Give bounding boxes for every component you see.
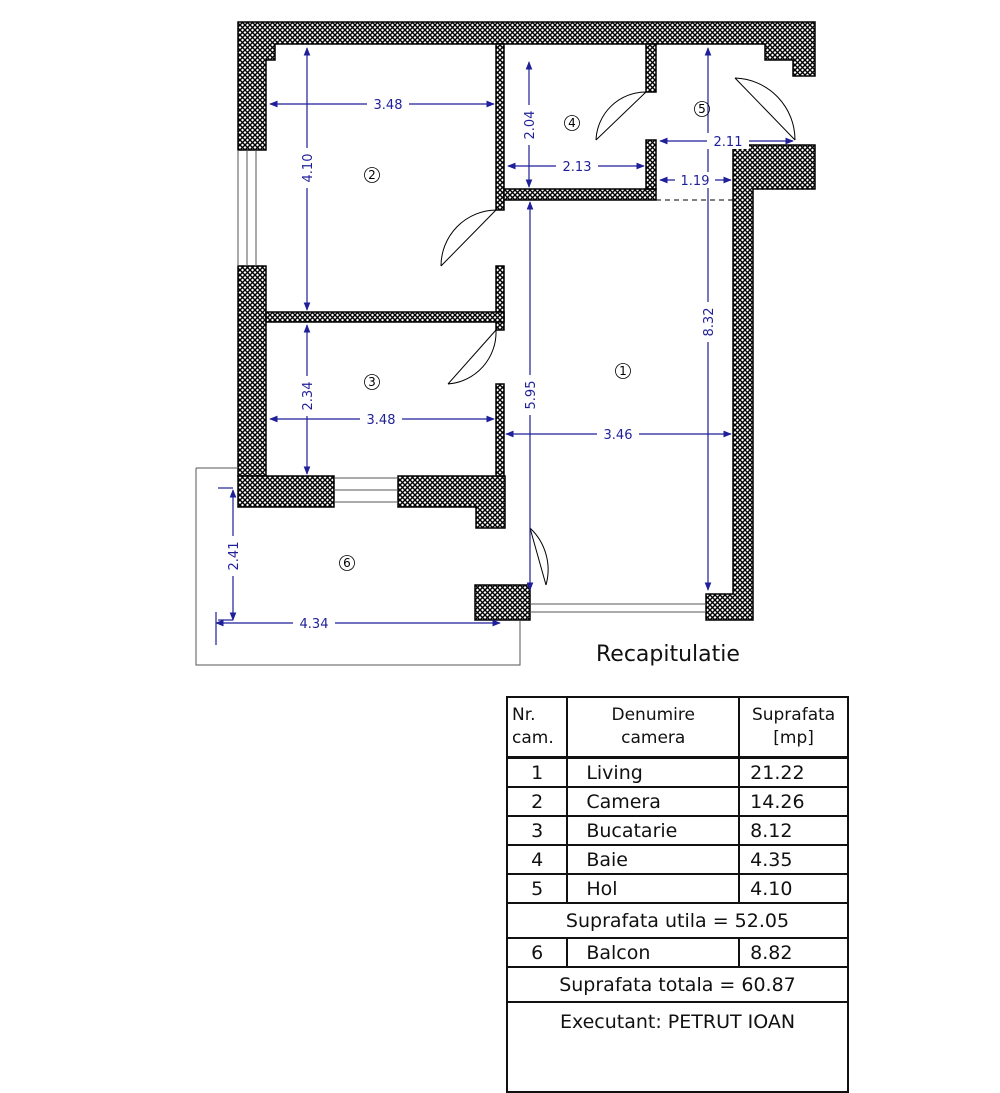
row-nr: 1 [507, 758, 567, 788]
row-name: Camera [567, 787, 739, 816]
balcony-row [507, 938, 848, 967]
row-nr: 2 [507, 787, 567, 816]
dim-balcony-width: 4.34 [299, 617, 329, 632]
room-number-4: 4 [568, 116, 576, 130]
header-nr-line1: Nr. [512, 705, 536, 725]
dim-living-height: 8.32 [702, 307, 717, 337]
header-area-line2: [mp] [773, 728, 814, 748]
row-area: 4.10 [739, 874, 848, 903]
room-number-1: 1 [619, 364, 627, 378]
dimension-labels [225, 96, 749, 632]
dim-room2-width: 3.48 [373, 98, 403, 113]
room-number-2: 2 [368, 168, 376, 182]
row-name: Balcon [567, 938, 739, 967]
room-number-3: 3 [368, 375, 376, 389]
table-row [507, 758, 848, 788]
windows [196, 150, 706, 665]
header-name-line1: Denumire [611, 705, 695, 725]
dim-hall-opening: 1.19 [680, 174, 710, 189]
row-name: Living [567, 758, 739, 788]
row-name: Baie [567, 845, 739, 874]
dim-living-inner-height: 5.95 [524, 380, 539, 410]
row-area: 8.12 [739, 816, 848, 845]
dim-room3-height: 2.34 [301, 381, 316, 411]
summary-title: Recapitulatie [596, 642, 740, 667]
row-nr: 3 [507, 816, 567, 845]
header-name-line2: camera [621, 728, 686, 748]
header-name [567, 697, 739, 758]
dim-room3-width: 3.48 [366, 413, 396, 428]
useful-area-row [507, 903, 848, 938]
interior-walls [266, 44, 656, 476]
row-area: 14.26 [739, 787, 848, 816]
dim-hall-width: 2.11 [713, 135, 743, 150]
row-name: Hol [567, 874, 739, 903]
header-area [739, 697, 848, 758]
dim-balcony-height: 2.41 [227, 541, 242, 571]
table-row [507, 874, 848, 903]
row-name: Bucatarie [567, 816, 739, 845]
table-row [507, 787, 848, 816]
header-nr [507, 697, 567, 758]
table-row [507, 816, 848, 845]
row-nr: 6 [507, 938, 567, 967]
total-area-row [507, 967, 848, 1002]
useful-area: Suprafata utila = 52.05 [507, 903, 848, 938]
dim-room4-height: 2.04 [523, 110, 538, 140]
room-number-6: 6 [343, 556, 351, 570]
row-area: 8.82 [739, 938, 848, 967]
row-area: 4.35 [739, 845, 848, 874]
header-area-line1: Suprafata [751, 705, 836, 725]
row-area: 21.22 [739, 758, 848, 788]
dim-living-width: 3.46 [603, 428, 633, 443]
dim-room4-width: 2.13 [562, 160, 592, 175]
table-row [507, 845, 848, 874]
executant-row [507, 1002, 848, 1092]
row-nr: 5 [507, 874, 567, 903]
header-nr-line2: cam. [512, 728, 554, 748]
summary-header-row [507, 697, 848, 758]
total-area: Suprafata totala = 60.87 [507, 967, 848, 1002]
executant: Executant: PETRUT IOAN [507, 1002, 848, 1092]
summary-table [506, 696, 849, 1093]
dim-room2-height: 4.10 [301, 153, 316, 183]
room-number-5: 5 [698, 102, 706, 116]
row-nr: 4 [507, 845, 567, 874]
